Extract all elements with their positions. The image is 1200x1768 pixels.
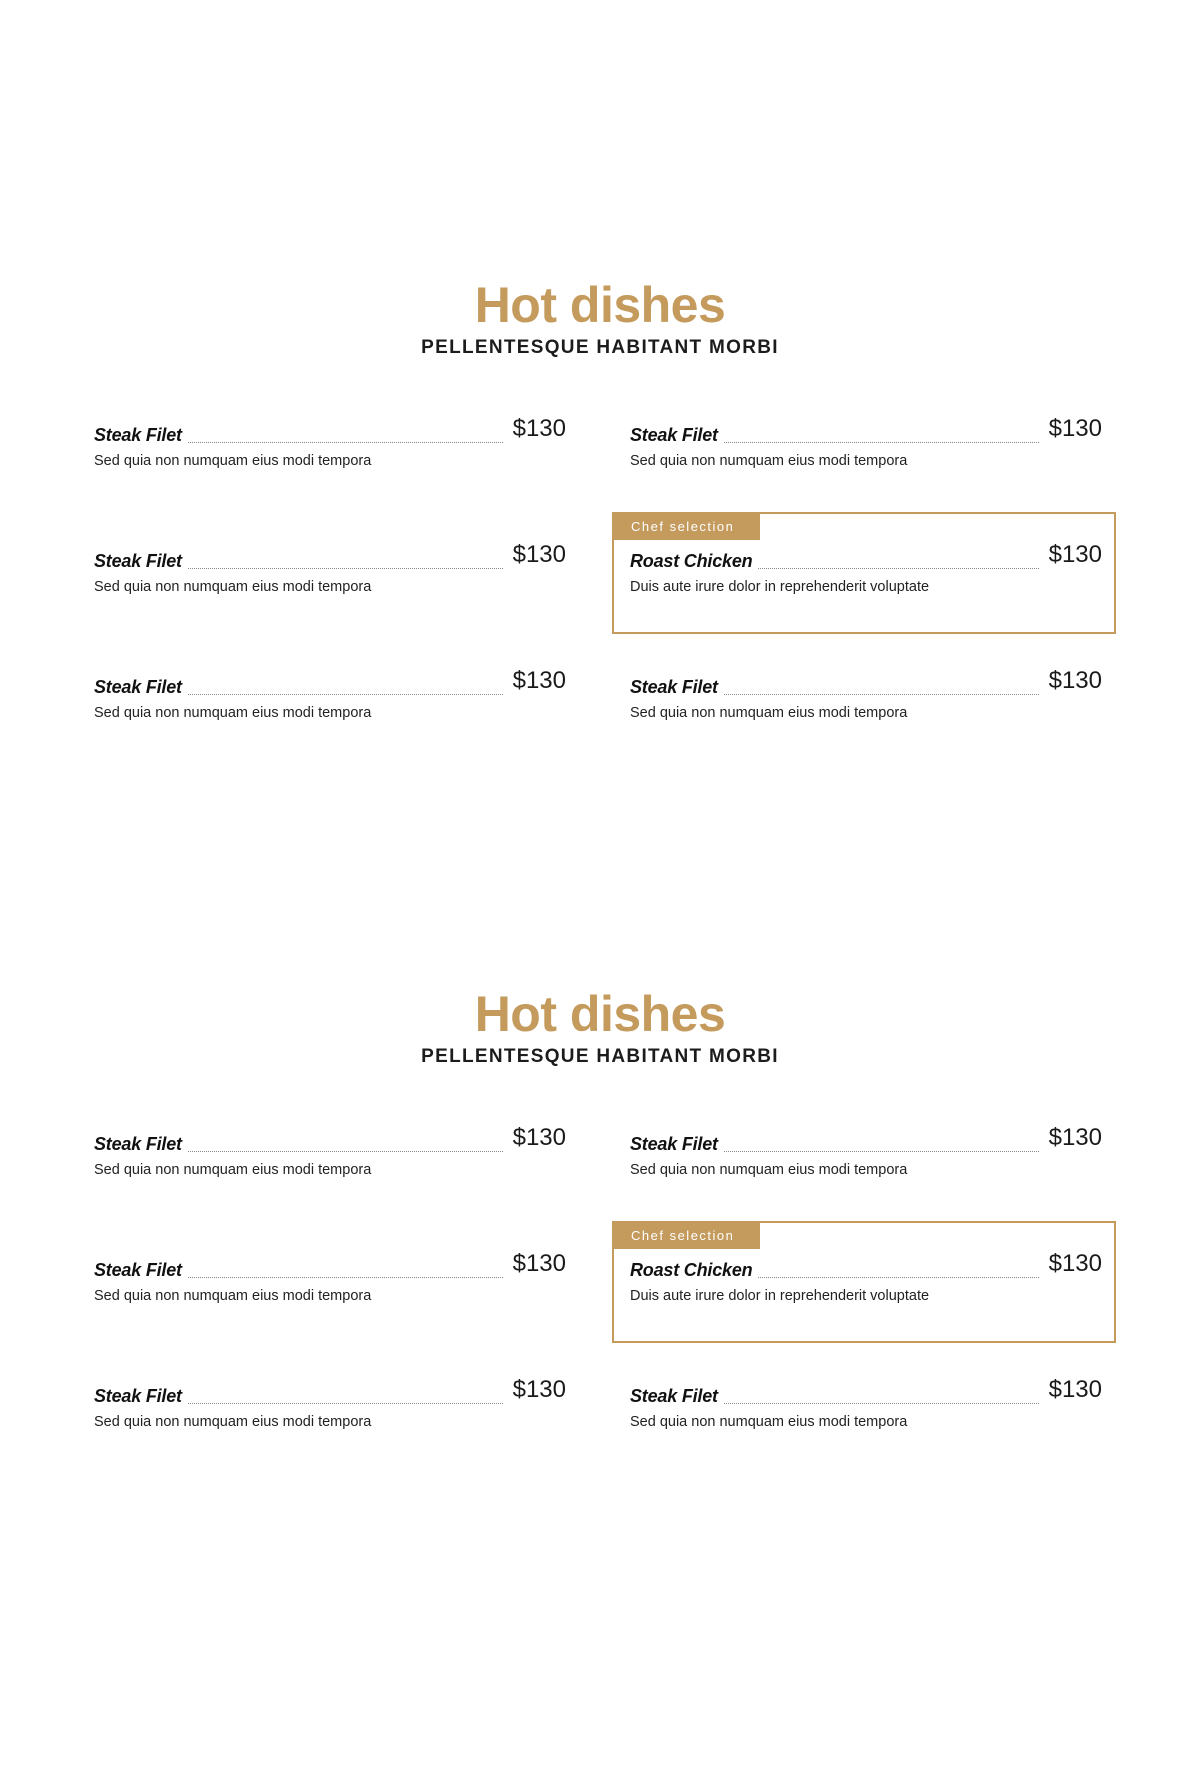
menu-item-header bbox=[94, 1123, 566, 1157]
menu-item bbox=[630, 414, 1102, 476]
menu-item-header bbox=[94, 666, 566, 700]
menu-item bbox=[94, 1375, 566, 1437]
menu-item-description: Sed quia non numquam eius modi tempora bbox=[94, 453, 372, 469]
dotted-leader bbox=[188, 1151, 503, 1152]
menu-item-header bbox=[630, 1375, 1102, 1409]
menu-item-price: $130 bbox=[1048, 1250, 1102, 1277]
menu-item-description: Sed quia non numquam eius modi tempora bbox=[94, 579, 372, 595]
dotted-leader bbox=[188, 442, 503, 443]
menu-item-header bbox=[94, 540, 566, 574]
menu-item-price: $130 bbox=[512, 1250, 566, 1277]
menu-item-name: Steak Filet bbox=[94, 1134, 182, 1154]
dotted-leader bbox=[188, 1277, 503, 1278]
menu-item-price: $130 bbox=[512, 1376, 566, 1403]
dotted-leader bbox=[188, 568, 503, 569]
menu-item-name: Roast Chicken bbox=[630, 551, 753, 571]
menu-item-description: Sed quia non numquam eius modi tempora bbox=[630, 453, 908, 469]
menu-item-price: $130 bbox=[1048, 1124, 1102, 1151]
menu-item-name: Steak Filet bbox=[94, 677, 182, 697]
menu-item-featured bbox=[630, 1249, 1102, 1311]
menu-item-header bbox=[630, 1123, 1102, 1157]
menu-item-name: Steak Filet bbox=[630, 425, 718, 445]
menu-item bbox=[94, 414, 566, 476]
menu-item-description: Duis aute irure dolor in reprehenderit voluptate bbox=[630, 1288, 930, 1304]
menu-item-name: Steak Filet bbox=[94, 551, 182, 571]
dotted-leader bbox=[758, 568, 1038, 569]
menu-item-description: Sed quia non numquam eius modi tempora bbox=[94, 705, 372, 721]
menu-item-name: Steak Filet bbox=[630, 677, 718, 697]
dotted-leader bbox=[724, 442, 1039, 443]
menu-item bbox=[94, 1249, 566, 1311]
dotted-leader bbox=[188, 1403, 503, 1404]
section-subtitle: PELLENTESQUE HABITANT MORBI bbox=[421, 337, 779, 358]
menu-item-price: $130 bbox=[512, 541, 566, 568]
menu-item-name: Steak Filet bbox=[630, 1386, 718, 1406]
menu-item-description: Sed quia non numquam eius modi tempora bbox=[94, 1414, 372, 1430]
menu-item-price: $130 bbox=[512, 1124, 566, 1151]
dotted-leader bbox=[724, 1151, 1039, 1152]
menu-item-header bbox=[94, 414, 566, 448]
menu-item-description: Sed quia non numquam eius modi tempora bbox=[94, 1288, 372, 1304]
menu-item-description: Duis aute irure dolor in reprehenderit voluptate bbox=[630, 579, 930, 595]
menu-item-header bbox=[94, 1249, 566, 1283]
menu-item-name: Steak Filet bbox=[630, 1134, 718, 1154]
menu-item-header bbox=[630, 666, 1102, 700]
menu-item-price: $130 bbox=[1048, 541, 1102, 568]
menu-item-featured bbox=[630, 540, 1102, 602]
menu-item-name: Steak Filet bbox=[94, 1386, 182, 1406]
section-subtitle: PELLENTESQUE HABITANT MORBI bbox=[421, 1046, 779, 1067]
menu-item bbox=[94, 1123, 566, 1185]
dotted-leader bbox=[724, 1403, 1039, 1404]
menu-section-hot-dishes-1 bbox=[0, 274, 1200, 744]
menu-item-price: $130 bbox=[1048, 667, 1102, 694]
menu-item-description: Sed quia non numquam eius modi tempora bbox=[630, 1162, 908, 1178]
menu-item-price: $130 bbox=[1048, 1376, 1102, 1403]
menu-item-price: $130 bbox=[512, 415, 566, 442]
menu-item-header bbox=[630, 1249, 1102, 1283]
menu-item-name: Steak Filet bbox=[94, 425, 182, 445]
menu-item bbox=[630, 666, 1102, 728]
menu-item-description: Sed quia non numquam eius modi tempora bbox=[94, 1162, 372, 1178]
menu-item-name: Steak Filet bbox=[94, 1260, 182, 1280]
section-title: Hot dishes bbox=[474, 277, 726, 333]
menu-item-description: Sed quia non numquam eius modi tempora bbox=[630, 705, 908, 721]
menu-item-description: Sed quia non numquam eius modi tempora bbox=[630, 1414, 908, 1430]
menu-section-hot-dishes-2 bbox=[0, 983, 1200, 1453]
menu-item-header bbox=[94, 1375, 566, 1409]
dotted-leader bbox=[724, 694, 1039, 695]
chef-selection-badge: Chef selection bbox=[614, 1223, 760, 1249]
menu-item-name: Roast Chicken bbox=[630, 1260, 753, 1280]
menu-item bbox=[630, 1123, 1102, 1185]
chef-selection-badge: Chef selection bbox=[614, 514, 760, 540]
dotted-leader bbox=[188, 694, 503, 695]
menu-item-header bbox=[630, 414, 1102, 448]
menu-item-price: $130 bbox=[512, 667, 566, 694]
menu-item bbox=[94, 540, 566, 602]
menu-item bbox=[630, 1375, 1102, 1437]
section-title: Hot dishes bbox=[474, 986, 726, 1042]
menu-item bbox=[94, 666, 566, 728]
menu-item-price: $130 bbox=[1048, 415, 1102, 442]
menu-item-header bbox=[630, 540, 1102, 574]
dotted-leader bbox=[758, 1277, 1038, 1278]
